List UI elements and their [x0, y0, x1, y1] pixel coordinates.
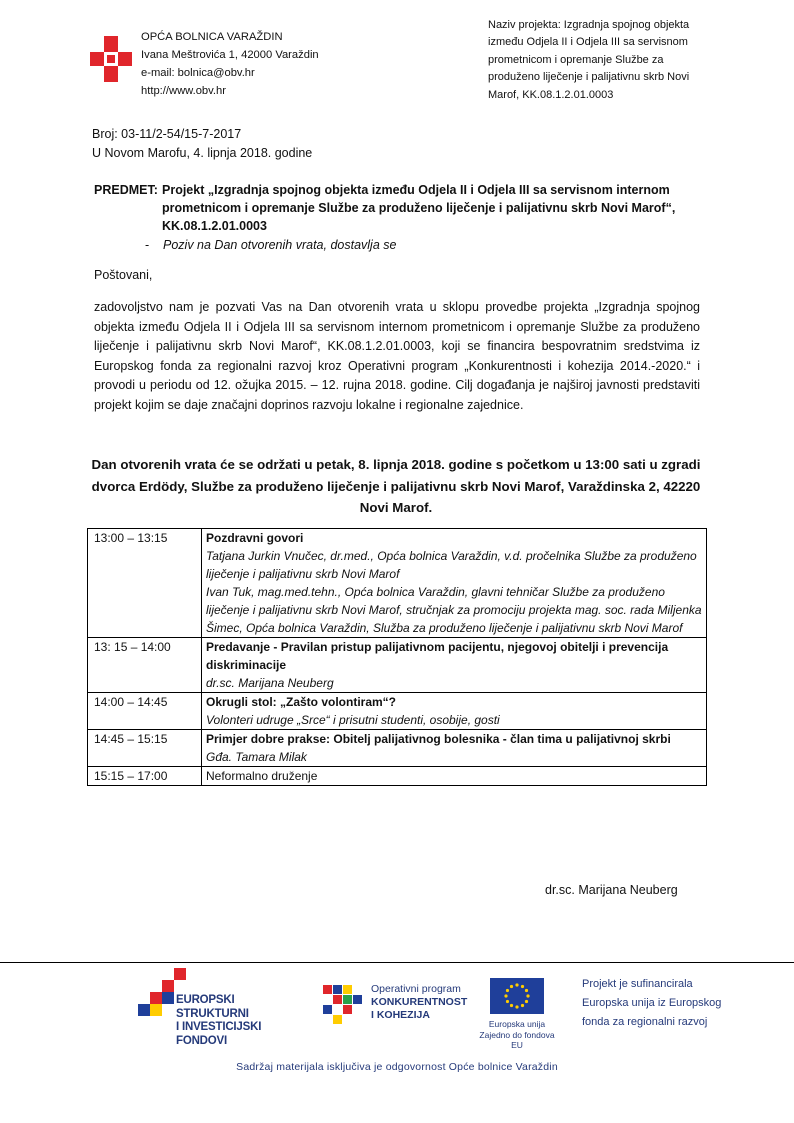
table-row	[88, 730, 707, 767]
place-date: U Novom Marofu, 4. lipnja 2018. godine	[92, 146, 313, 160]
schedule-item	[202, 693, 707, 730]
hospital-email[interactable]: e-mail: bolnica@obv.hr	[141, 67, 255, 79]
hospital-logo-icon	[90, 36, 132, 82]
schedule-title: Predavanje - Pravilan pristup palijativnom pacijentu, njegovoj obitelji i prevencija diskriminacije	[206, 640, 669, 672]
schedule-time: 13: 15 – 14:00	[88, 638, 202, 693]
disclaimer: Sadržaj materijala isključiva je odgovornost Opće bolnice Varaždin	[236, 1061, 558, 1073]
body-paragraph: zadovoljstvo nam je pozvati Vas na Dan otvorenih vrata u sklopu provedbe projekta „Izgradnja spojnog objekta između Odjela II i Odjela III sa servisnom internom prometnicom i opremanje Službe za produženo liječenje i palijativnu skrb Novi Marof“, KK.08.1.2.01.0003, koji se financira bespovratnim sredstvima iz Europskog fonda za regionalni razvoj kroz Operativni program „Konkurentnosti i kohezija 2014.-2020.“ i provodi u periodu od 12. ožujka 2015. – 12. rujna 2018. godine. Cilj događanja je najširoj javnosti predstaviti projekt kojim se daje značajni doprinos razvoju lokalne i regionalne zajednice.	[94, 300, 700, 412]
schedule-time: 14:45 – 15:15	[88, 730, 202, 767]
op-text	[371, 983, 467, 1022]
table-row	[88, 638, 707, 693]
op-line: KONKURENTNOST	[371, 996, 468, 1008]
eu-logo	[478, 975, 568, 1050]
cofinance-line: fonda za regionalni razvoj	[582, 1016, 708, 1028]
signature: dr.sc. Marijana Neuberg	[545, 883, 678, 897]
schedule-title: Primjer dobre prakse: Obitelj palijativnog bolesnika - član tima u palijativnoj skrbi	[206, 732, 671, 746]
hospital-name: OPĆA BOLNICA VARAŽDIN	[141, 31, 283, 43]
schedule-detail: Ivan Tuk, mag.med.tehn., Opća bolnica Varaždin, glavni tehničar Službe za produženo liječenje i palijativnu skrb Novi Marof, stručnjak za promociju projekta mag. soc. rada Miljenka Šimec, Opća bolnica Varaždin, Služba za produženo liječenje i palijativnu skrb Novi Marof	[206, 585, 702, 635]
eu-line: Europska unija	[488, 1019, 546, 1029]
schedule-title: Pozdravni govori	[206, 531, 304, 545]
cofinance-line: Europska unija iz Europskog	[582, 997, 722, 1009]
hospital-website[interactable]: http://www.obv.hr	[141, 85, 226, 97]
project-name-line: između Odjela II i Odjela III sa servisnom	[488, 36, 688, 49]
table-row	[88, 767, 707, 786]
schedule-detail: Gđa. Tamara Milak	[206, 750, 307, 764]
schedule-item	[202, 730, 707, 767]
project-name-block	[488, 17, 770, 104]
greeting: Poštovani,	[94, 268, 153, 282]
eu-line: Zajedno do fondova EU	[479, 1029, 555, 1050]
eu-stars-icon	[490, 978, 544, 1014]
project-name-line: Naziv projekta: Izgradnja spojnog objekta	[488, 19, 690, 31]
schedule-detail: Tatjana Jurkin Vnučec, dr.med., Opća bolnica Varaždin, v.d. pročelnika Službe za produženo liječenje i palijativnu skrb Novi Marof	[206, 549, 697, 581]
schedule-title: Neformalno druženje	[206, 769, 318, 783]
cofinance-line: Projekt je sufinancirala	[582, 978, 693, 990]
esi-funds-logo	[134, 966, 304, 1047]
subject-dash: -	[145, 238, 150, 252]
schedule-item	[202, 529, 707, 638]
subject-subline-text: Poziv na Dan otvorenih vrata, dostavlja se	[163, 238, 397, 252]
hospital-address: Ivana Meštrovića 1, 42000 Varaždin	[141, 49, 319, 61]
schedule-time: 13:00 – 13:15	[88, 529, 202, 638]
subject-subline	[145, 238, 396, 252]
schedule-detail: Volonteri udruge „Srce“ i prisutni studenti, osobije, gosti	[206, 713, 500, 727]
eu-flag-icon	[490, 978, 544, 1014]
schedule-title: Okrugli stol: „Zašto volontiram“?	[206, 695, 397, 709]
project-name-line: produženo liječenje i palijativnu skrb Novi	[488, 71, 690, 84]
op-mosaic-icon	[323, 985, 365, 1025]
table-row	[88, 693, 707, 730]
footer-divider	[0, 962, 794, 963]
schedule-time: 15:15 – 17:00	[88, 767, 202, 786]
event-announcement: Dan otvorenih vrata će se održati u petak, 8. lipnja 2018. godine s početkom u 13:00 sati u zgradi dvorca Erdödy, Službe za produženo liječenje i palijativnu skrb Novi Marof, Varaždinska 2, 42220 Novi Marof.	[91, 457, 701, 515]
reference-block	[92, 125, 312, 163]
project-name-line: Marof, KK.08.1.2.01.0003	[488, 88, 614, 101]
schedule-detail: dr.sc. Marijana Neuberg	[206, 676, 334, 690]
subject-text: Projekt „Izgradnja spojnog objekta između Odjela II i Odjela III sa servisnom internom prometnicom i opremanje Službe za produženo liječenje i palijativnu skrb Novi Marof“, KK.08.1.2.01.0003	[162, 183, 676, 233]
schedule-item	[202, 638, 707, 693]
table-row	[88, 529, 707, 638]
schedule-item	[202, 767, 707, 786]
esi-line: I INVESTICIJSKI FONDOVI	[176, 1021, 262, 1047]
schedule-table	[87, 528, 707, 786]
reference-number: Broj: 03-11/2-54/15-7-2017	[92, 127, 242, 141]
op-line: I KOHEZIJA	[371, 1009, 430, 1021]
eu-text	[478, 1019, 556, 1051]
op-line: Operativni program	[371, 983, 461, 995]
op-competitiveness-logo	[323, 985, 473, 1027]
cofinance-note	[582, 975, 772, 1032]
project-name-line: prometnicom i opremanje Službe za	[488, 53, 664, 66]
hospital-contact	[141, 28, 319, 100]
esi-text	[176, 994, 304, 1048]
esi-line: EUROPSKI STRUKTURNI	[176, 994, 249, 1020]
schedule-time: 14:00 – 14:45	[88, 693, 202, 730]
subject	[94, 181, 734, 237]
subject-label: PREDMET:	[94, 183, 158, 197]
